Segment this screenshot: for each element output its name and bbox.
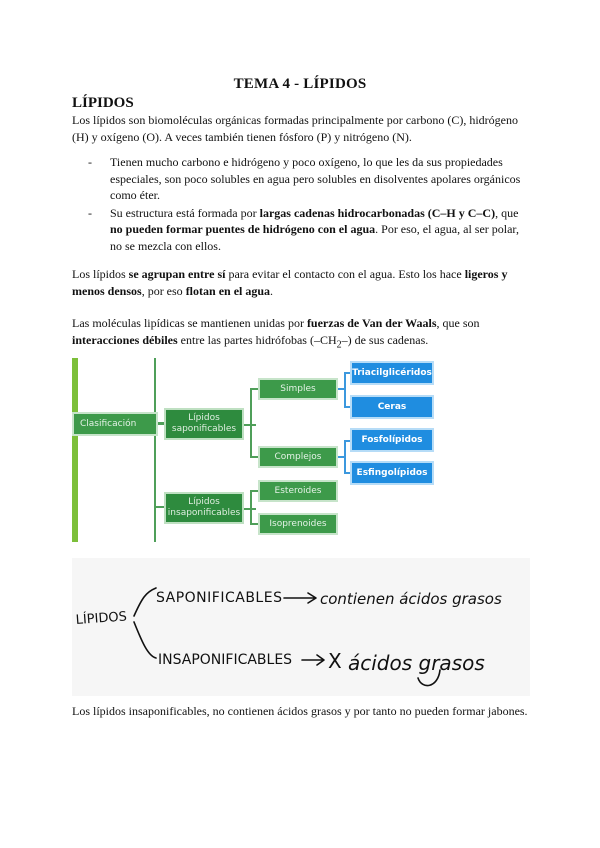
handwritten-note-drawing xyxy=(72,558,530,696)
closing-paragraph: Los lípidos insaponificables, no contienen ácidos grasos y por tanto no pueden formar jabones. xyxy=(72,704,528,718)
text: –) de sus cadenas. xyxy=(341,332,429,347)
connector-line xyxy=(242,508,256,510)
arrow-icon xyxy=(302,655,324,665)
text: , que son xyxy=(436,316,480,330)
diagram-node-triacilgliceridos: Triacilglicéridos xyxy=(350,361,434,385)
diagram-node-isoprenoides: Isoprenoides xyxy=(258,513,338,535)
section-heading: LÍPIDOS xyxy=(72,95,134,111)
bullet-text: Su estructura está formada por xyxy=(110,205,260,220)
paragraph-density xyxy=(72,266,530,299)
bullet-item xyxy=(88,154,530,204)
connector-line xyxy=(250,490,258,492)
connector-line xyxy=(344,440,346,474)
diagram-node-simples: Simples xyxy=(258,378,338,400)
diagram-node-esfingolipidos: Esfingolípidos xyxy=(350,461,434,485)
diagram-node-ceras: Ceras xyxy=(350,395,434,419)
text: Los lípidos xyxy=(72,267,129,281)
text: Las moléculas lipídicas se mantienen unidas por xyxy=(72,316,307,330)
connector-line xyxy=(250,456,258,458)
bold-text: ligeros y menos densos xyxy=(72,267,508,298)
diagram-node-complejos: Complejos xyxy=(258,446,338,468)
handwritten-acidos-grasos: ácidos grasos xyxy=(348,651,485,675)
bullet-text: , que xyxy=(495,205,519,220)
handwritten-note xyxy=(72,558,530,696)
handwritten-x: X xyxy=(328,649,342,673)
handwritten-saponificables: SAPONIFICABLES xyxy=(156,590,283,606)
branch-line xyxy=(134,622,156,658)
bullet-list xyxy=(88,154,530,255)
bold-text: interacciones débiles xyxy=(72,332,178,347)
bullet-bold: no pueden formar puentes de hidrógeno con el agua xyxy=(110,222,376,236)
diagram-node-insaponificables: Lípidos insaponificables xyxy=(164,492,244,524)
connector-line xyxy=(344,372,346,408)
bullet-item xyxy=(88,205,530,255)
text: , por eso xyxy=(141,283,186,298)
diagram-node-saponificables: Lípidos saponificables xyxy=(164,408,244,440)
bold-text: se agrupan entre sí xyxy=(128,267,226,281)
bullet-text: . Por eso, el agua, al ser polar, no se mezcla con ellos. xyxy=(110,222,519,253)
connector-line xyxy=(250,490,252,524)
connector-line xyxy=(242,424,256,426)
text: . xyxy=(270,283,274,298)
connector-line xyxy=(250,388,252,458)
diagram-node-fosfolipidos: Fosfolípidos xyxy=(350,428,434,452)
diagram-node-esteroides: Esteroides xyxy=(258,480,338,502)
connector-line xyxy=(250,523,258,525)
bullet-dash: - xyxy=(88,155,92,169)
diagram-accent-stripe xyxy=(72,358,78,542)
arrow-icon xyxy=(284,593,316,603)
subscript: 2 xyxy=(336,338,342,350)
handwritten-insaponificables: INSAPONIFICABLES xyxy=(158,652,293,668)
bold-text: fuerzas de Van der Waals xyxy=(306,316,437,330)
bullet-dash: - xyxy=(88,205,92,220)
intro-paragraph: Los lípidos son biomoléculas orgánicas formadas principalmente por carbono (C), hidrógeno (H) y oxígeno (O). A veces también tienen fósforo (P) y nitrógeno (N). xyxy=(72,113,519,144)
handwritten-contienen: contienen ácidos grasos xyxy=(320,590,502,608)
connector-line xyxy=(250,388,258,390)
bullet-text: Tienen mucho carbono e hidrógeno y poco oxígeno, lo que les da sus propiedades especiales, son poco solubles en agua pero solubles en disolventes apolares orgánicos como éter. xyxy=(110,155,521,202)
text: para evitar el contacto con el agua. Esto los hace xyxy=(225,267,465,281)
branch-line xyxy=(134,588,156,616)
bold-text: flotan en el agua xyxy=(185,283,271,298)
text: entre las partes hidrófobas (–CH xyxy=(177,332,337,347)
bullet-bold: largas cadenas hidrocarbonadas (C–H y C–C) xyxy=(259,205,496,220)
page-title: TEMA 4 - LÍPIDOS xyxy=(233,76,367,92)
connector-line xyxy=(154,358,156,542)
paragraph-van-der-waals xyxy=(72,315,530,353)
classification-diagram xyxy=(72,358,462,542)
handwritten-lipidos: LÍPIDOS xyxy=(75,609,128,628)
diagram-node-clasificacion: Clasificación xyxy=(72,412,158,436)
